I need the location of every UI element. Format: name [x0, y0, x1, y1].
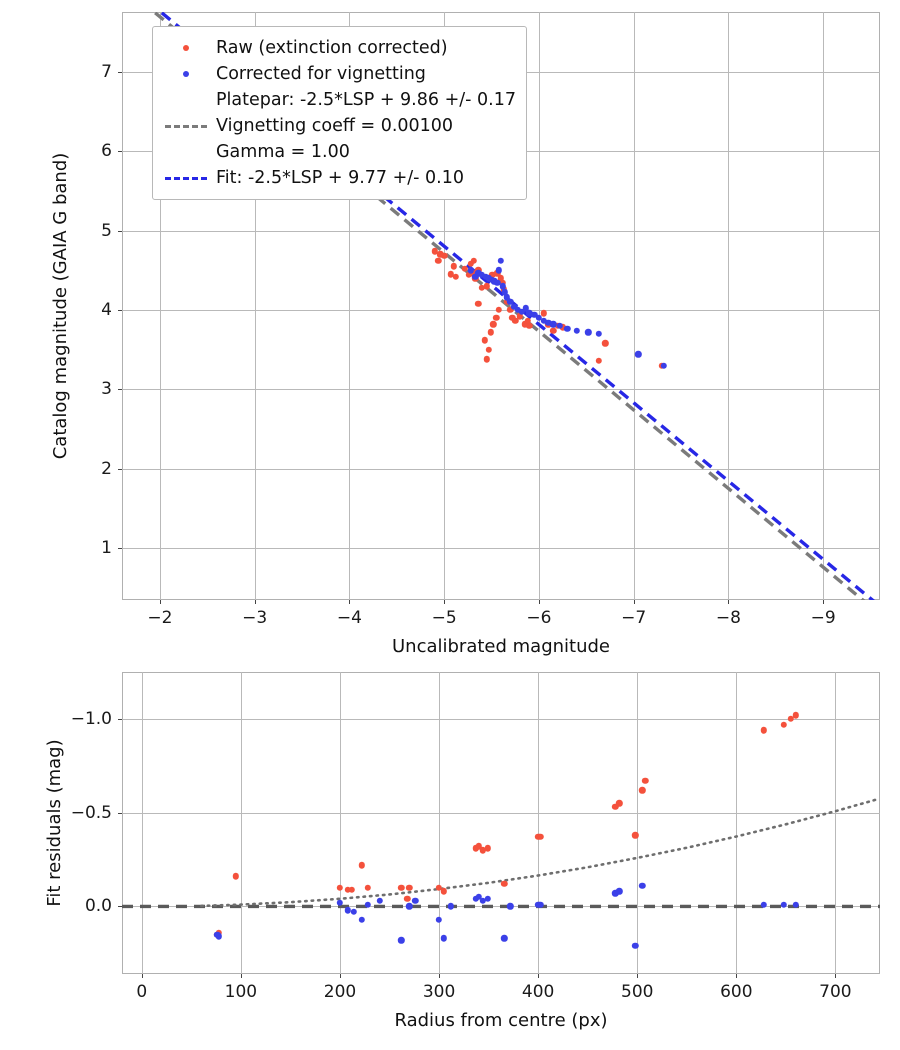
x-tick-label: 600: [720, 982, 753, 1002]
legend-label: Gamma = 1.00: [216, 142, 350, 162]
x-tick-label: 200: [323, 982, 357, 1002]
x-axis-label: Uncalibrated magnitude: [391, 636, 611, 657]
x-tick: [637, 974, 638, 978]
legend-label: Fit: -2.5*LSP + 9.77 +/- 0.10: [216, 168, 464, 188]
x-tick-label: −2: [147, 608, 173, 628]
y-tick-label: 5: [101, 220, 112, 241]
y-tick-label: 7: [101, 61, 112, 82]
y-tick-label: −0.5: [70, 802, 112, 823]
legend-label: Platepar: -2.5*LSP + 9.86 +/- 0.17: [216, 90, 516, 110]
x-tick-label: −5: [431, 608, 457, 628]
x-tick: [241, 974, 242, 978]
x-tick-label: 300: [422, 982, 456, 1002]
x-axis-label: Radius from centre (px): [394, 1010, 608, 1031]
y-tick-label: 2: [101, 458, 112, 479]
x-tick-label: 500: [621, 982, 654, 1002]
x-tick-label: 700: [819, 982, 852, 1002]
x-tick-label: −3: [242, 608, 268, 628]
y-axis-label: Catalog magnitude (GAIA G band): [50, 152, 71, 460]
x-tick: [736, 974, 737, 978]
y-tick-label: 4: [101, 299, 112, 320]
y-tick-label: 0.0: [84, 896, 112, 917]
y-tick-label: 3: [101, 379, 112, 400]
x-tick-label: −7: [621, 608, 647, 628]
x-tick-label: −6: [526, 608, 552, 628]
legend-label: Corrected for vignetting: [216, 64, 426, 84]
x-tick: [142, 974, 143, 978]
x-tick: [340, 974, 341, 978]
x-tick: [538, 974, 539, 978]
x-tick-label: −4: [336, 608, 362, 628]
x-tick-label: 400: [521, 982, 555, 1002]
y-axis-label: Fit residuals (mag): [44, 739, 65, 907]
x-tick-label: 100: [224, 982, 258, 1002]
plot-lines: [122, 672, 880, 974]
x-tick: [835, 974, 836, 978]
x-tick-label: −8: [715, 608, 741, 628]
y-tick-label: −1.0: [70, 708, 112, 729]
y-tick-label: 6: [101, 141, 112, 162]
y-tick-label: 1: [101, 538, 112, 559]
x-tick-label: −9: [810, 608, 836, 628]
legend-label: Raw (extinction corrected): [216, 38, 448, 58]
line-vignetting-curve: [201, 800, 875, 906]
legend-label: Vignetting coeff = 0.00100: [216, 116, 454, 136]
x-tick: [439, 974, 440, 978]
data-region: [122, 672, 880, 974]
x-tick-label: 0: [136, 982, 148, 1002]
